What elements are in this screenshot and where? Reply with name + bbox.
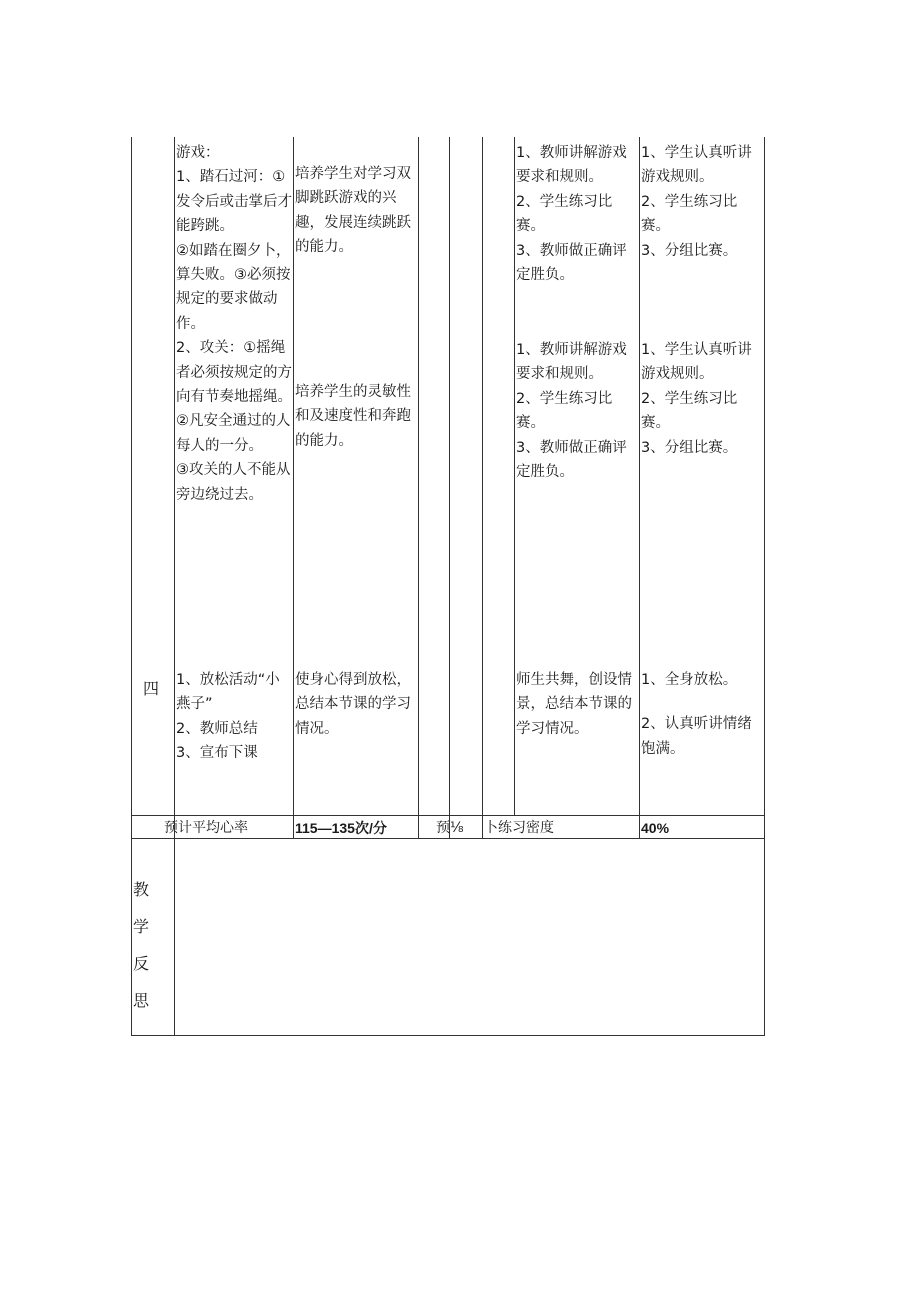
student-step: 1、学生认真听讲游戏规则。 bbox=[641, 145, 752, 186]
teacher-step: 3、教师做正确评定胜负。 bbox=[516, 439, 627, 481]
table-border-bottom bbox=[131, 1035, 765, 1036]
col-divider-3 bbox=[418, 137, 419, 838]
game-content-line: 游戏： bbox=[176, 145, 220, 161]
game-content-line: ②凡安全通过的人每人的一分。 bbox=[176, 413, 291, 454]
col-divider-4 bbox=[449, 137, 450, 838]
student-step: 3、分组比赛。 bbox=[641, 439, 738, 456]
game-teacher-1 bbox=[516, 141, 639, 287]
col-divider-7 bbox=[639, 137, 640, 838]
reflection-char: 反 bbox=[132, 954, 149, 973]
student-step: 1、学生认真听讲游戏规则。 bbox=[641, 342, 752, 383]
student-step: 3、分组比赛。 bbox=[641, 242, 738, 259]
density-label-b: 卜练习密度 bbox=[484, 820, 554, 836]
teacher-step: 2、学生练习比赛。 bbox=[516, 193, 613, 235]
game-goal-1: 培养学生对学习双脚跳跃游戏的兴趣，发展连续跳跃的能力。 bbox=[295, 166, 411, 256]
table-border-left bbox=[131, 137, 132, 1036]
density-label-a: 预⅛ bbox=[436, 820, 464, 836]
student-step: 2、学生练习比赛。 bbox=[641, 193, 738, 235]
reflection-char: 学 bbox=[132, 917, 149, 936]
heart-rate-label: 预计平均心率 bbox=[164, 820, 248, 836]
game-goal-2: 培养学生的灵敏性和及速度性和奔跑的能力。 bbox=[295, 384, 411, 449]
col-divider-2 bbox=[293, 137, 294, 838]
game-student-1 bbox=[641, 141, 764, 263]
table-border-right bbox=[764, 137, 765, 1036]
teacher-step: 1、教师讲解游戏要求和规则。 bbox=[516, 145, 627, 186]
closing-content-line: 3、宣布下课 bbox=[176, 745, 258, 762]
game-content-line: ②如踏在圈夕卜，算失败。③必须按规定的要求做动作。 bbox=[176, 242, 291, 332]
reflection-char: 教 bbox=[132, 880, 149, 899]
density-value: 40% bbox=[641, 820, 670, 836]
game-content bbox=[176, 141, 293, 507]
student-step: 2、学生练习比赛。 bbox=[641, 390, 738, 432]
teacher-step: 1、教师讲解游戏要求和规则。 bbox=[516, 342, 627, 383]
closing-content bbox=[176, 668, 293, 766]
row-divider-stats-top bbox=[131, 815, 765, 816]
teacher-step: 2、学生练习比赛。 bbox=[516, 390, 613, 432]
closing-student bbox=[641, 668, 764, 761]
col-divider-6 bbox=[514, 137, 515, 815]
reflection-char: 思 bbox=[132, 991, 149, 1010]
student-step: 2、认真听讲情绪饱满。 bbox=[641, 716, 752, 757]
game-content-line: 1、踏石过河：①发令后或击掌后才能跨跳。 bbox=[176, 169, 292, 235]
heart-rate-value: 115—135次/分 bbox=[295, 820, 387, 836]
game-student-2 bbox=[641, 338, 764, 460]
closing-content-line: 1、放松活动“小燕子” bbox=[176, 672, 280, 713]
game-teacher-2 bbox=[516, 338, 639, 484]
teacher-step: 3、教师做正确评定胜负。 bbox=[516, 242, 627, 284]
closing-content-line: 2、教师总结 bbox=[176, 720, 258, 737]
closing-teacher: 师生共舞，创设情景，总结本节课的学习情况。 bbox=[516, 672, 632, 737]
col-divider-5 bbox=[482, 137, 483, 838]
reflection-area bbox=[175, 839, 764, 1035]
student-step: 1、全身放松。 bbox=[641, 672, 738, 688]
section-label: 四 bbox=[143, 679, 160, 698]
game-content-line: ③攻关的人不能从旁边绕过去。 bbox=[176, 462, 291, 503]
game-content-line: 2、攻关：①摇绳者必须按规定的方向有节奏地摇绳。 bbox=[176, 340, 292, 406]
closing-goal: 使身心得到放松，总结本节课的学习情况。 bbox=[295, 672, 411, 737]
